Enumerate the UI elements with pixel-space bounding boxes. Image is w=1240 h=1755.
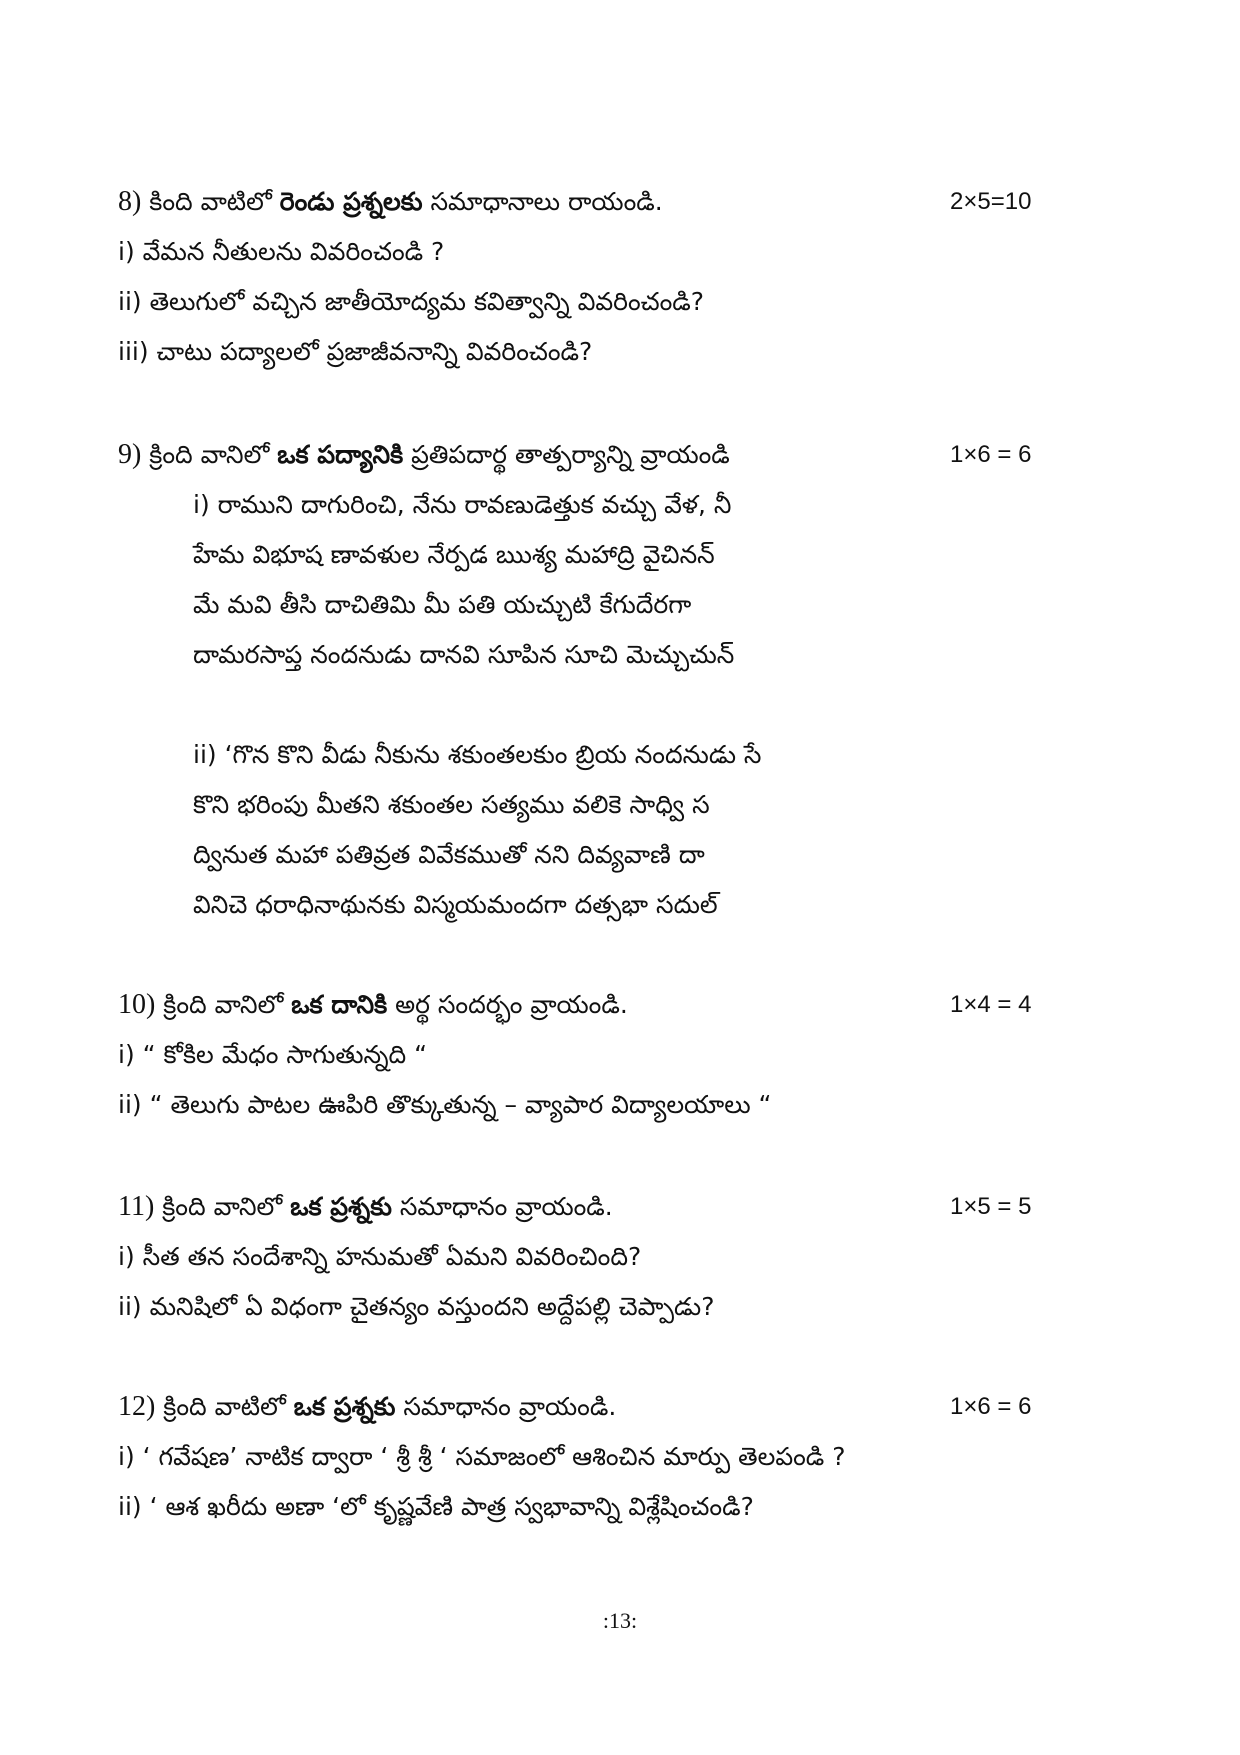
marks-label: 1×6 = 6 [950,1393,1032,1420]
question-text: క్రింది వానిలో [162,1192,291,1221]
question-number: 9) [118,439,142,470]
question-text: క్రింది వానిలో [149,440,278,469]
poem-line: దామరసాప్త నందనుడు దానవి సూపిన సూచి మెచ్చుచున్ [193,640,735,669]
question-heading [0,430,1240,480]
question-heading [0,1182,1240,1232]
question-10 [0,980,1240,1130]
question-number: 11) [118,1191,155,1222]
poem-line: ద్వినుత మహా పతివ్రత వివేకముతో నని దివ్యవాణి దా [193,840,705,869]
question-text: కింది వాటిలో [149,187,280,216]
question-9 [0,430,1240,930]
sub-question: i) వేమన నీతులను వివరించండి ? [118,237,445,266]
question-8 [0,177,1240,377]
stanza-gap [0,680,1240,730]
sub-question: ii) తెలుగులో వచ్చిన జాతీయోద్యమ కవిత్వాన్ని వివరించండి? [118,287,705,316]
sub-question: ii) ‘ ఆశ ఖరీదు అణా ‘లో కృష్ణవేణి పాత్ర స్వభావాన్ని విశ్లేషించండి? [118,1492,754,1521]
question-emphasis: ఒక దానికి [291,990,388,1019]
question-emphasis: ఒక ప్రశ్నకు [290,1192,392,1221]
question-number: 12) [118,1391,156,1422]
poem-stanza-2 [0,730,1240,930]
question-text-end: అర్థ సందర్భం వ్రాయండి. [387,990,628,1019]
question-number: 8) [118,186,142,217]
question-heading [0,980,1240,1030]
sub-question: i) “ కోకిల మేధం సాగుతున్నది “ [118,1040,428,1069]
sub-question: ii) “ తెలుగు పాటల ఊపిరి తొక్కుతున్న – వ్యాపార విద్యాలయాలు “ [118,1090,772,1119]
poem-line: వినిచె ధరాధినాథునకు విస్మయమందగా దత్సభా సదుల్ [193,890,718,919]
question-text-end: సమాధానం వ్రాయండి. [391,1192,613,1221]
question-text-end: సమాధానం వ్రాయండి. [395,1392,617,1421]
sub-question: i) సీత తన సందేశాన్ని హనుమతో ఏమని వివరించింది? [118,1242,642,1271]
marks-label: 2×5=10 [950,188,1032,215]
sub-question: i) ‘ గవేషణ’ నాటిక ద్వారా ‘ శ్రీ శ్రీ ‘ సమాజంలో ఆశించిన మార్పు తెలపండి ? [118,1442,846,1471]
question-text: క్రింది వాటిలో [163,1392,294,1421]
poem-line: i) రాముని దాగురించి, నేను రావణుడెత్తుక వచ్చు వేళ, నీ [193,490,732,519]
poem-line: ii) ‘గొన కొని వీడు నీకును శకుంతలకుం బ్రియ నందనుడు సే [193,740,762,769]
question-12 [0,1382,1240,1532]
marks-label: 1×4 = 4 [950,991,1032,1018]
marks-label: 1×5 = 5 [950,1193,1032,1220]
question-11 [0,1182,1240,1332]
question-emphasis: ఒక ప్రశ్నకు [293,1392,396,1421]
sub-question: iii) చాటు పద్యాలలో ప్రజాజీవనాన్ని వివరించండి? [118,337,593,366]
poem-stanza-1 [0,480,1240,680]
question-text-end: ప్రతిపదార్థ తాత్పర్యాన్ని వ్రాయండి [403,440,730,469]
poem-line: కొని భరింపు మీతని శకుంతల సత్యము వలికె సాధ్వి స [193,790,710,819]
question-heading [0,1382,1240,1432]
sub-question: ii) మనిషిలో ఏ విధంగా చైతన్యం వస్తుందని అద్దేపల్లి చెప్పాడు? [118,1292,715,1321]
marks-label: 1×6 = 6 [950,441,1032,468]
poem-line: మే మవి తీసి దాచితిమి మీ పతి యచ్చుటి కేగుదేరగా [193,590,692,619]
question-text: క్రింది వానిలో [163,990,292,1019]
question-number: 10) [118,989,156,1020]
page-number: :13: [602,1608,638,1633]
question-emphasis: ఒక పద్యానికి [277,440,404,469]
question-heading [0,177,1240,227]
question-emphasis: రెండు ప్రశ్నలకు [279,187,423,216]
poem-line: హేమ విభూష ణావళుల నేర్పడ ఋశ్య మహాద్రి వైచినన్ [193,540,715,569]
question-text-end: సమాధానాలు రాయండి. [422,187,663,216]
